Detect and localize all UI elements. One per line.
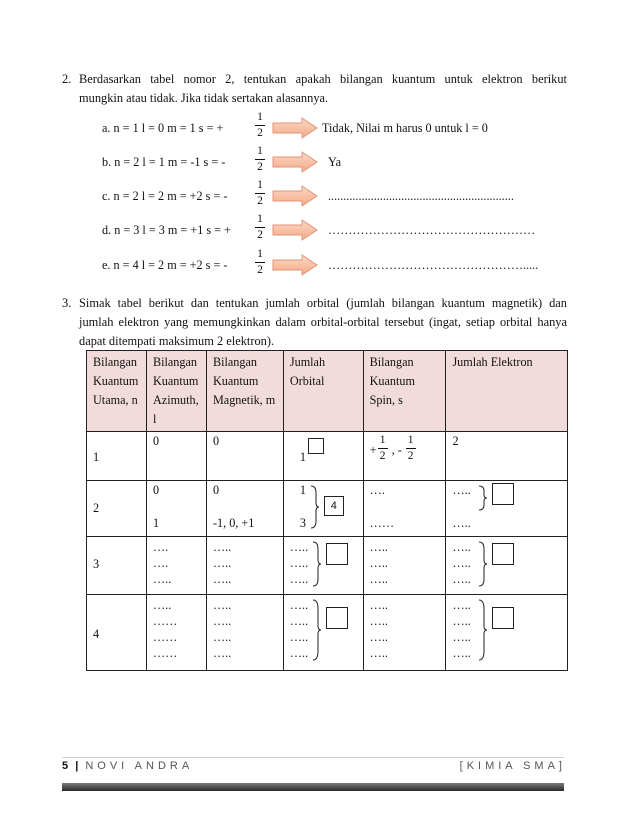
question-2-text	[79, 70, 567, 108]
right-arrow-icon	[272, 219, 318, 241]
cell-value: …..	[212, 540, 232, 554]
spin-fraction-1: 1 2	[378, 434, 388, 463]
row2-spin	[363, 481, 446, 537]
item-spin-fraction: 1 2	[255, 248, 265, 277]
orbital-total-box: 4	[324, 496, 344, 516]
row4-l	[146, 595, 206, 671]
cell-value: …..	[452, 646, 471, 660]
question-2-line-1: Berdasarkan tabel nomor 2, tentukan apakah bilangan kuantum untuk elektron berikut	[79, 72, 567, 86]
row2-l-value-2: 1	[152, 516, 160, 530]
table-row	[87, 595, 568, 671]
cell-value: …..	[369, 540, 388, 554]
item-answer: Ya	[328, 155, 341, 169]
electron-answer-box	[492, 483, 514, 505]
electron-answer-box	[492, 543, 514, 565]
row1-electron	[446, 432, 568, 481]
question-2-number: 2.	[62, 72, 72, 86]
row3-electron	[446, 537, 568, 595]
table-row	[87, 481, 568, 537]
spin-fraction-2: 1 2	[406, 434, 416, 463]
row2-spin-value-1: ….	[369, 483, 385, 497]
cell-value: …..	[212, 646, 232, 660]
row4-orbital	[283, 595, 363, 671]
right-brace-icon	[478, 485, 488, 511]
row2-l	[146, 481, 206, 537]
row2-orbital-value-2: 3	[299, 516, 306, 530]
cell-value: …..	[289, 614, 309, 628]
cell-value: …..	[369, 572, 388, 586]
row4-l-values	[153, 597, 200, 661]
row2-m-value-2: -1, 0, +1	[212, 516, 255, 530]
spin-separator: , -	[391, 443, 402, 457]
row2-electron-value-1: …..	[452, 483, 471, 497]
cell-value: ……	[152, 646, 178, 660]
question-3-line-2: jumlah elektron yang memungkinkan dalam orbital-orbital tersebut (ingat, setiap orbital hanya	[79, 315, 567, 329]
orbital-box	[308, 438, 324, 454]
row4-spin	[363, 595, 446, 671]
row1-electron-value: 2	[452, 434, 459, 448]
row4-electron	[446, 595, 568, 671]
footer-divider	[62, 757, 564, 758]
row1-orbital-value: 1	[299, 450, 306, 464]
cell-value: ……	[152, 614, 178, 628]
header-m: Bilangan Kuantum Magnetik, m	[206, 351, 283, 432]
cell-value: …..	[212, 572, 232, 586]
row3-n	[87, 537, 147, 595]
footer-author: NOVI ANDRA	[85, 760, 194, 772]
row2-n	[87, 481, 147, 537]
footer-bar	[62, 783, 564, 791]
cell-value: …..	[289, 556, 309, 570]
row3-spin	[363, 537, 446, 595]
row3-l	[146, 537, 206, 595]
spin-plus-sign: +	[369, 443, 377, 457]
header-l: Bilangan Kuantum Azimuth, l	[146, 351, 206, 432]
cell-value: ….	[152, 556, 169, 570]
row3-l-values	[153, 539, 200, 587]
table-row	[87, 432, 568, 481]
cell-value: …..	[452, 630, 471, 644]
cell-value: …..	[152, 572, 172, 586]
cell-value: …..	[452, 572, 471, 586]
item-spin-fraction: 1 2	[255, 145, 265, 174]
cell-value: …..	[212, 598, 232, 612]
item-label: c. n = 2 l = 2 m = +2 s = -	[102, 189, 228, 203]
row2-orbital	[283, 481, 363, 537]
item-label: e. n = 4 l = 2 m = +2 s = -	[102, 258, 228, 272]
row3-m-values	[213, 539, 277, 587]
item-label: d. n = 3 l = 3 m = +1 s = +	[102, 223, 231, 237]
electron-answer-box	[492, 607, 514, 629]
row4-n-value: 4	[93, 627, 100, 641]
question-3-number: 3.	[62, 296, 72, 310]
question-3-line-1: Simak tabel berikut dan tentukan jumlah orbital (jumlah bilangan kuantum magnetik) dan	[79, 296, 567, 310]
orbital-answer-box	[326, 543, 348, 565]
table-row	[87, 537, 568, 595]
cell-value: …..	[452, 540, 471, 554]
quantum-number-table	[86, 350, 568, 671]
cell-value: …..	[212, 630, 232, 644]
footer-subject: [KIMIA SMA]	[459, 760, 566, 772]
item-spin-fraction: 1 2	[255, 111, 265, 140]
cell-value: …..	[212, 556, 232, 570]
row2-electron	[446, 481, 568, 537]
header-orbital: Jumlah Orbital	[283, 351, 363, 432]
row1-m	[206, 432, 283, 481]
row1-m-value: 0	[212, 434, 220, 448]
row2-m-value-1: 0	[212, 483, 220, 497]
right-arrow-icon	[272, 185, 318, 207]
row3-spin-values	[370, 539, 440, 587]
footer-left	[62, 760, 193, 772]
cell-value: …..	[369, 630, 388, 644]
cell-value: …..	[152, 598, 172, 612]
row2-l-value-1: 0	[152, 483, 160, 497]
item-answer: ………………………………………….....	[328, 258, 539, 272]
item-label: a. n = 1 l = 0 m = 1 s = +	[102, 121, 224, 135]
right-brace-icon	[312, 599, 322, 661]
right-brace-icon	[312, 541, 322, 587]
item-answer: .............................................................	[328, 189, 514, 203]
right-brace-icon	[478, 541, 488, 587]
header-spin: Bilangan Kuantum Spin, s	[363, 351, 446, 432]
orbital-answer-box	[326, 607, 348, 629]
row2-orbital-value-1: 1	[299, 483, 306, 497]
question-3-line-3: dapat ditempati maksimum 2 elektron).	[79, 334, 275, 348]
page-number: 5	[62, 760, 69, 772]
cell-value: …..	[452, 598, 471, 612]
cell-value: …..	[369, 598, 388, 612]
question-3-text	[79, 294, 567, 351]
footer-separator: |	[75, 760, 79, 772]
row4-n	[87, 595, 147, 671]
row3-m	[206, 537, 283, 595]
right-brace-icon	[310, 485, 320, 529]
cell-value: …..	[369, 614, 388, 628]
row1-n	[87, 432, 147, 481]
row1-orbital	[283, 432, 363, 481]
item-answer: Tidak, Nilai m harus 0 untuk l = 0	[322, 121, 488, 135]
row4-m	[206, 595, 283, 671]
cell-value: …..	[369, 646, 388, 660]
row3-orbital	[283, 537, 363, 595]
row4-spin-values	[370, 597, 440, 661]
item-answer: ……………………………………………	[328, 223, 536, 237]
row1-l-value: 0	[152, 434, 160, 448]
row4-m-values	[213, 597, 277, 661]
row1-n-value: 1	[93, 450, 100, 464]
cell-value: …..	[289, 646, 309, 660]
header-n: Bilangan Kuantum Utama, n	[87, 351, 147, 432]
row1-l	[146, 432, 206, 481]
cell-value: …..	[289, 540, 309, 554]
row3-n-value: 3	[93, 557, 100, 571]
table-header-row	[87, 351, 568, 432]
cell-value: …..	[289, 630, 309, 644]
cell-value: …..	[212, 614, 232, 628]
row2-spin-value-2: ……	[369, 516, 394, 530]
right-arrow-icon	[272, 254, 318, 276]
right-arrow-icon	[272, 117, 318, 139]
row2-m	[206, 481, 283, 537]
cell-value: …..	[452, 556, 471, 570]
row2-n-value: 2	[93, 501, 100, 515]
cell-value: …..	[452, 614, 471, 628]
question-2-line-2: mungkin atau tidak. Jika tidak sertakan alasannya.	[79, 91, 329, 105]
right-arrow-icon	[272, 151, 318, 173]
cell-value: ……	[152, 630, 178, 644]
row1-spin	[363, 432, 446, 481]
cell-value: …..	[289, 572, 309, 586]
item-label: b. n = 2 l = 1 m = -1 s = -	[102, 155, 226, 169]
right-brace-icon	[478, 599, 488, 661]
item-spin-fraction: 1 2	[255, 179, 265, 208]
cell-value: …..	[369, 556, 388, 570]
item-spin-fraction: 1 2	[255, 213, 265, 242]
header-electron: Jumlah Elektron	[446, 351, 568, 432]
cell-value: …..	[289, 598, 309, 612]
cell-value: ….	[152, 540, 169, 554]
row2-electron-value-2: …..	[452, 516, 471, 530]
